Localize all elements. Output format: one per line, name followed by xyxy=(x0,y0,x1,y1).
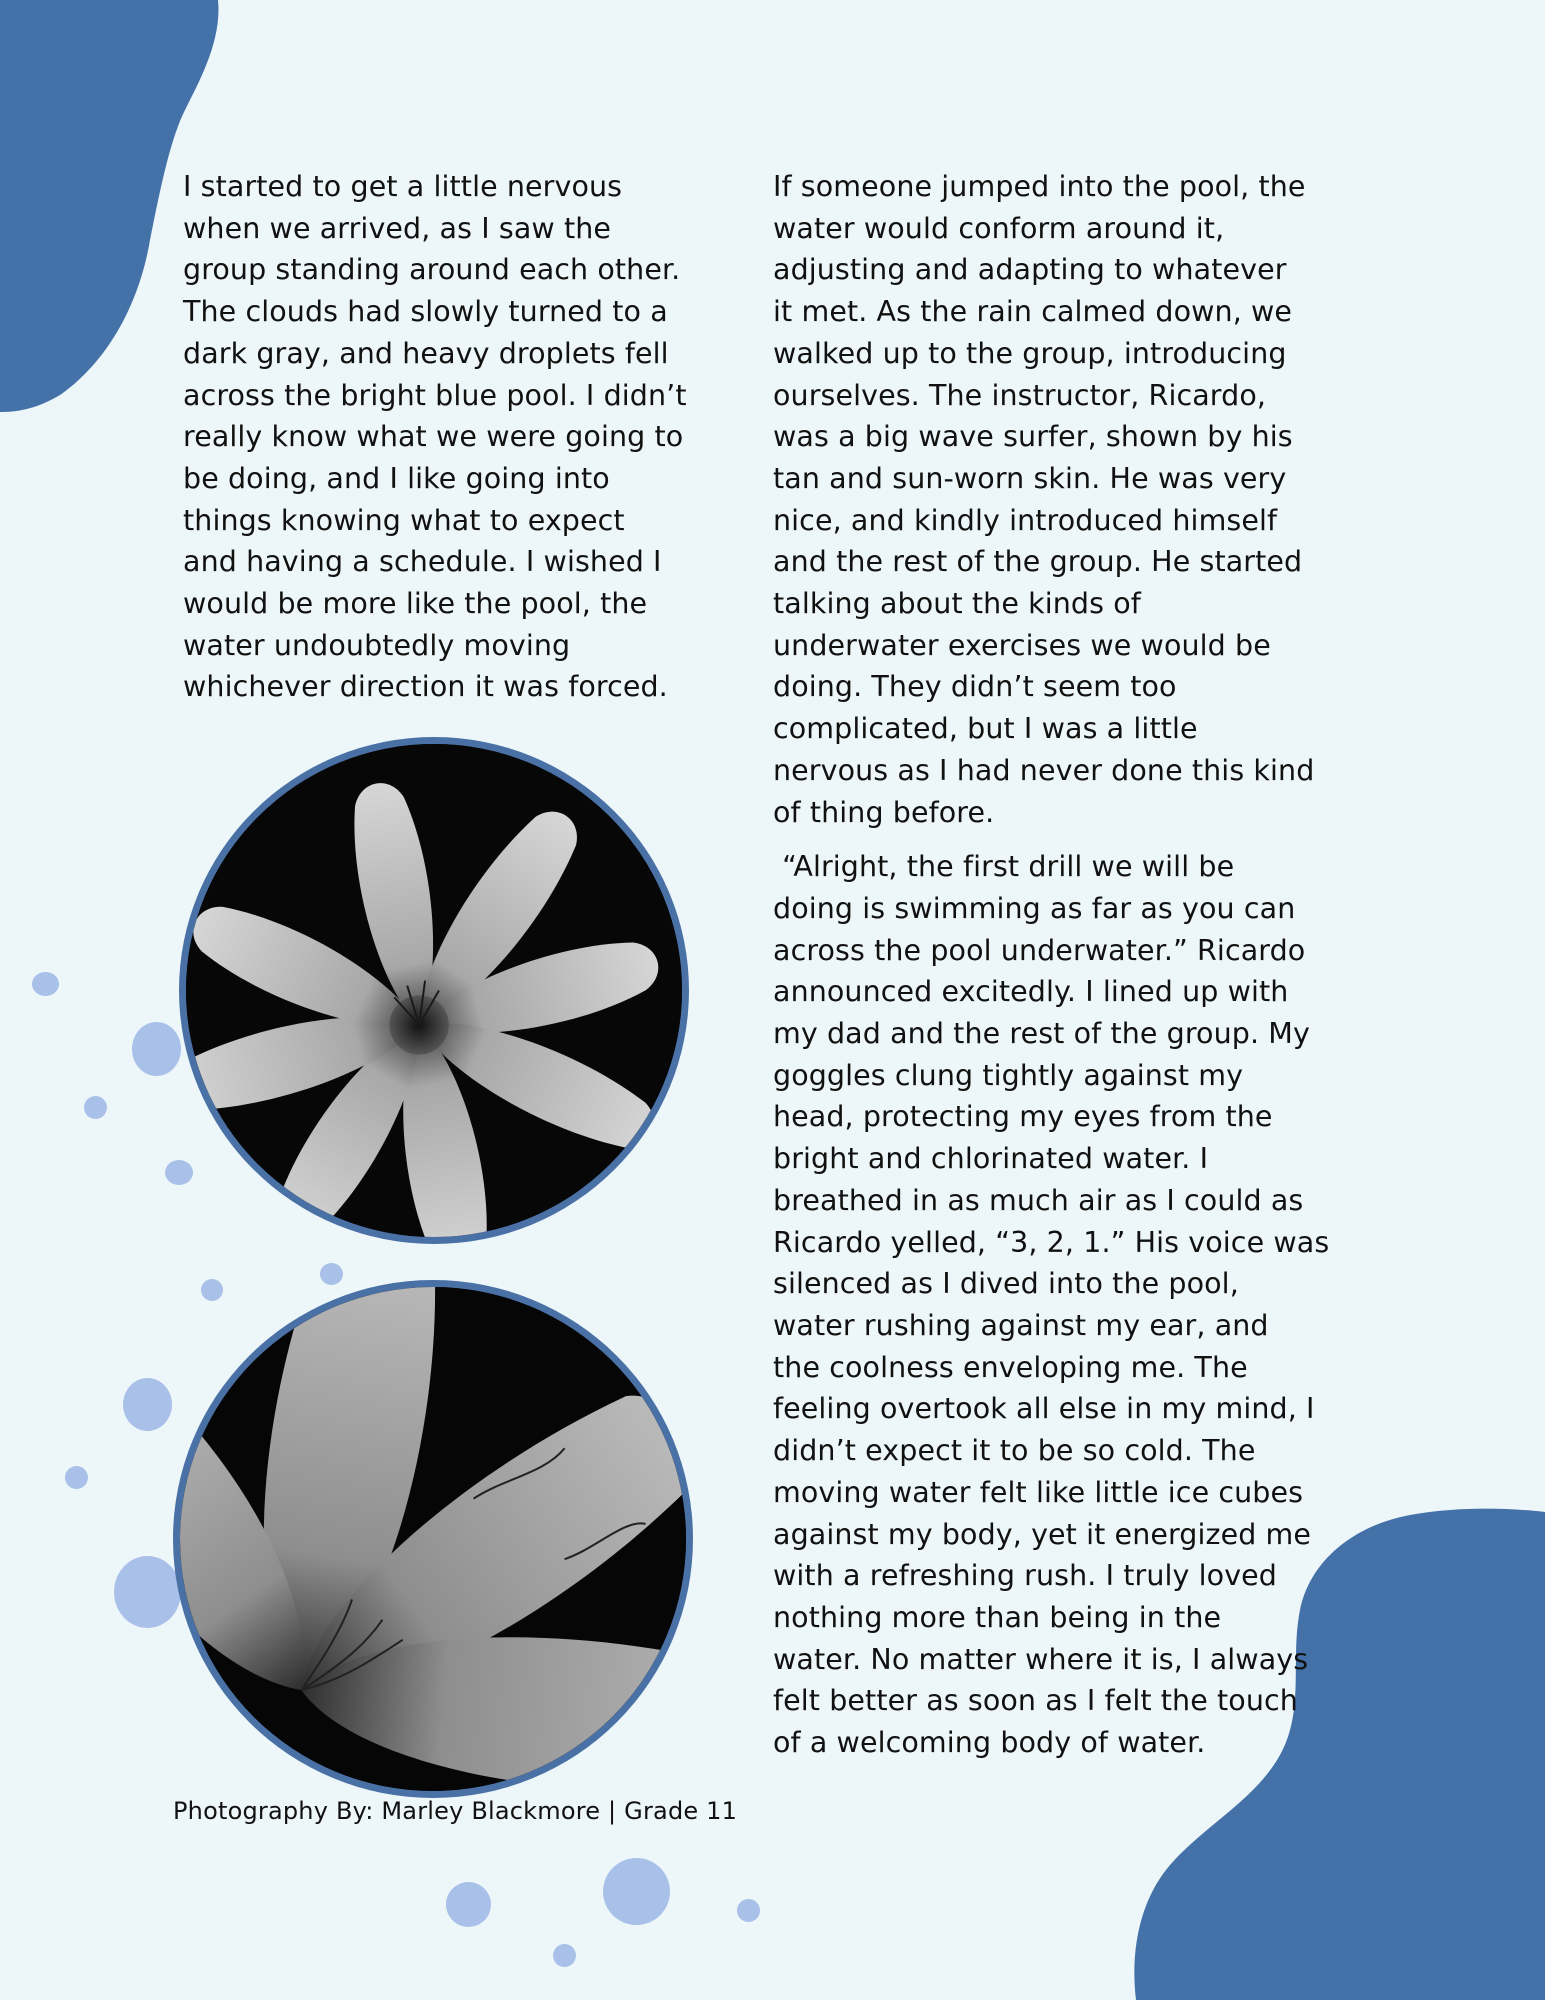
text-line: Ricardo yelled, “3, 2, 1.” His voice was xyxy=(773,1225,1330,1259)
text-line: it met. As the rain calmed down, we xyxy=(773,295,1293,329)
text-line: bright and chlorinated water. I xyxy=(773,1142,1209,1176)
text-line: water. No matter where it is, I always xyxy=(773,1642,1309,1676)
text-line: silenced as I dived into the pool, xyxy=(773,1267,1239,1301)
paragraph-right-1 xyxy=(773,166,1329,833)
text-line: nervous as I had never done this kind xyxy=(773,753,1315,787)
text-line: my dad and the rest of the group. My xyxy=(773,1017,1310,1051)
text-line: adjusting and adapting to whatever xyxy=(773,253,1287,287)
text-line: dark gray, and heavy droplets fell xyxy=(183,336,669,370)
photo-credit-caption: Photography By: Marley Blackmore | Grade 11 xyxy=(173,1797,738,1825)
text-line: walked up to the group, introducing xyxy=(773,336,1287,370)
text-line: nice, and kindly introduced himself xyxy=(773,503,1278,537)
bubble-dot xyxy=(165,1160,193,1185)
bubble-dot xyxy=(65,1466,88,1489)
bubble-dot xyxy=(201,1279,223,1301)
flower-photo-bottom xyxy=(173,1280,693,1798)
bubble-dot xyxy=(737,1899,760,1922)
text-line: group standing around each other. xyxy=(183,253,681,287)
bubble-dot xyxy=(603,1858,670,1925)
paragraph-right-2 xyxy=(773,846,1329,1763)
paragraph-left xyxy=(183,166,687,708)
text-line: “Alright, the first drill we will be xyxy=(773,850,1235,884)
text-line: The clouds had slowly turned to a xyxy=(183,295,668,329)
text-line: tan and sun-worn skin. He was very xyxy=(773,461,1287,495)
text-line: announced excitedly. I lined up with xyxy=(773,975,1289,1009)
text-line: water would conform around it, xyxy=(773,211,1225,245)
text-line: across the bright blue pool. I didn’t xyxy=(183,378,687,412)
bubble-dot xyxy=(32,972,59,996)
text-line: ourselves. The instructor, Ricardo, xyxy=(773,378,1267,412)
text-line: felt better as soon as I felt the touch xyxy=(773,1684,1298,1718)
story-column-right xyxy=(773,166,1329,1764)
bubble-dot xyxy=(123,1378,172,1431)
text-line: water undoubtedly moving xyxy=(183,628,571,662)
text-line: be doing, and I like going into xyxy=(183,461,610,495)
text-line: If someone jumped into the pool, the xyxy=(773,170,1306,203)
text-line: breathed in as much air as I could as xyxy=(773,1183,1304,1217)
text-line: of a welcoming body of water. xyxy=(773,1726,1206,1760)
text-line: water rushing against my ear, and xyxy=(773,1308,1269,1342)
bubble-dot xyxy=(320,1263,343,1285)
text-line: and having a schedule. I wished I xyxy=(183,545,662,579)
text-line: doing is swimming as far as you can xyxy=(773,891,1296,925)
text-line: nothing more than being in the xyxy=(773,1600,1222,1634)
flower-photo-top xyxy=(179,737,689,1244)
text-line: head, protecting my eyes from the xyxy=(773,1100,1273,1134)
text-line: and the rest of the group. He started xyxy=(773,545,1303,579)
story-column-left xyxy=(183,166,687,708)
bubble-dot xyxy=(132,1022,181,1076)
text-line: complicated, but I was a little xyxy=(773,712,1198,746)
text-line: against my body, yet it energized me xyxy=(773,1517,1312,1551)
text-line: doing. They didn’t seem too xyxy=(773,670,1177,704)
text-line: would be more like the pool, the xyxy=(183,587,648,621)
bubble-dot xyxy=(84,1096,107,1119)
text-line: I started to get a little nervous xyxy=(183,170,623,203)
text-line: talking about the kinds of xyxy=(773,587,1141,621)
text-line: goggles clung tightly against my xyxy=(773,1058,1244,1092)
text-line: feeling overtook all else in my mind, I xyxy=(773,1392,1315,1426)
text-line: whichever direction it was forced. xyxy=(183,670,668,704)
text-line: moving water felt like little ice cubes xyxy=(773,1475,1304,1509)
text-line: of thing before. xyxy=(773,795,995,829)
text-line: underwater exercises we would be xyxy=(773,628,1271,662)
bubble-dot xyxy=(553,1944,576,1967)
text-line: with a refreshing rush. I truly loved xyxy=(773,1559,1277,1593)
text-line: didn’t expect it to be so cold. The xyxy=(773,1434,1256,1468)
text-line: the coolness enveloping me. The xyxy=(773,1350,1248,1384)
text-line: really know what we were going to xyxy=(183,420,684,454)
text-line: things knowing what to expect xyxy=(183,503,625,537)
text-line: when we arrived, as I saw the xyxy=(183,211,612,245)
bubble-dot xyxy=(114,1556,181,1628)
text-line: was a big wave surfer, shown by his xyxy=(773,420,1293,454)
text-line: across the pool underwater.” Ricardo xyxy=(773,933,1306,967)
bubble-dot xyxy=(446,1882,491,1927)
